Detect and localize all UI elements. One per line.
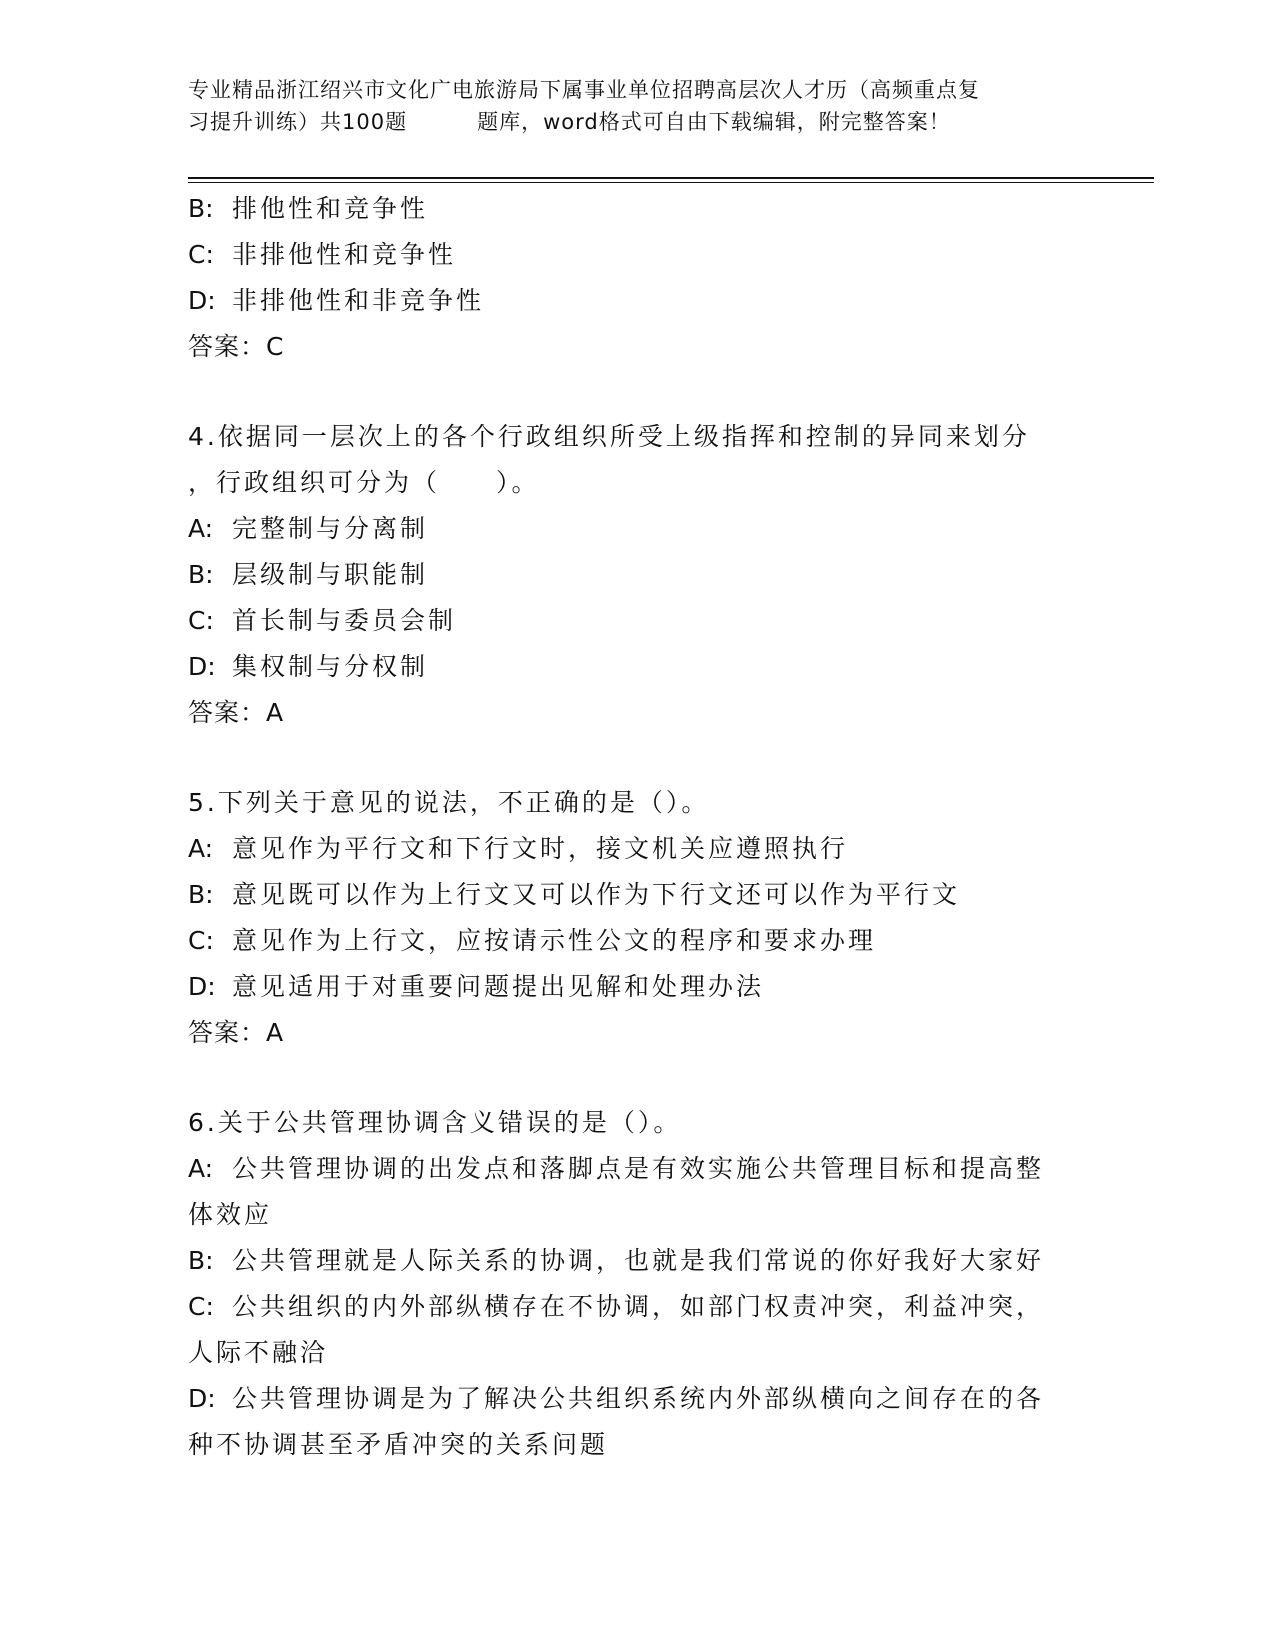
question-6 [188, 1100, 1088, 1468]
option-b: B: 意见既可以作为上行文又可以作为下行文还可以作为平行文 [188, 880, 961, 909]
option-a-cont: 体效应 [188, 1200, 273, 1229]
question-stem-cont: ，行政组织可分为（ ）。 [188, 468, 540, 497]
question-3-tail [188, 186, 1088, 370]
question-stem: 6.关于公共管理协调含义错误的是（）。 [188, 1108, 682, 1137]
option-d: D: 意见适用于对重要问题提出见解和处理办法 [188, 972, 765, 1001]
option-b: B: 层级制与职能制 [188, 560, 429, 589]
option-b: B: 排他性和竞争性 [188, 194, 429, 223]
option-a: A: 意见作为平行文和下行文时，接文机关应遵照执行 [188, 834, 849, 863]
option-a: A: 完整制与分离制 [188, 514, 429, 543]
option-c: C: 意见作为上行文，应按请示性公文的程序和要求办理 [188, 926, 877, 955]
option-a: A: 公共管理协调的出发点和落脚点是有效实施公共管理目标和提高整 [188, 1154, 1045, 1183]
header-rule-thick [188, 177, 1154, 179]
option-d-cont: 种不协调甚至矛盾冲突的关系问题 [188, 1430, 609, 1459]
header-rule-thin [188, 182, 1154, 183]
header-line-1: 专业精品浙江绍兴市文化广电旅游局下属事业单位招聘高层次人才历（高频重点复 [188, 78, 980, 102]
question-stem: 4.依据同一层次上的各个行政组织所受上级指挥和控制的异同来划分 [188, 422, 1030, 451]
page-header [188, 74, 1088, 138]
question-stem: 5.下列关于意见的说法，不正确的是（）。 [188, 788, 710, 817]
option-c-cont: 人际不融洽 [188, 1338, 329, 1367]
question-content [188, 186, 1088, 1468]
header-line-2 [188, 106, 1088, 138]
option-c: C: 公共组织的内外部纵横存在不协调，如部门权责冲突，利益冲突， [188, 1292, 1045, 1321]
question-4 [188, 414, 1088, 736]
option-d: D: 集权制与分权制 [188, 652, 429, 681]
option-c: C: 首长制与委员会制 [188, 606, 457, 635]
option-b: B: 公共管理就是人际关系的协调，也就是我们常说的你好我好大家好 [188, 1246, 1045, 1275]
answer-line: 答案：C [188, 332, 285, 361]
answer-line: 答案：A [188, 1018, 285, 1047]
option-c: C: 非排他性和竞争性 [188, 240, 457, 269]
option-d: D: 公共管理协调是为了解决公共组织系统内外部纵横向之间存在的各 [188, 1384, 1045, 1413]
header-line-2b: 题库，word格式可自由下载编辑，附完整答案！ [477, 110, 951, 134]
option-d: D: 非排他性和非竞争性 [188, 286, 485, 315]
question-5 [188, 780, 1088, 1056]
header-line-2a: 习提升训练）共100题 [188, 110, 408, 134]
answer-line: 答案：A [188, 698, 285, 727]
